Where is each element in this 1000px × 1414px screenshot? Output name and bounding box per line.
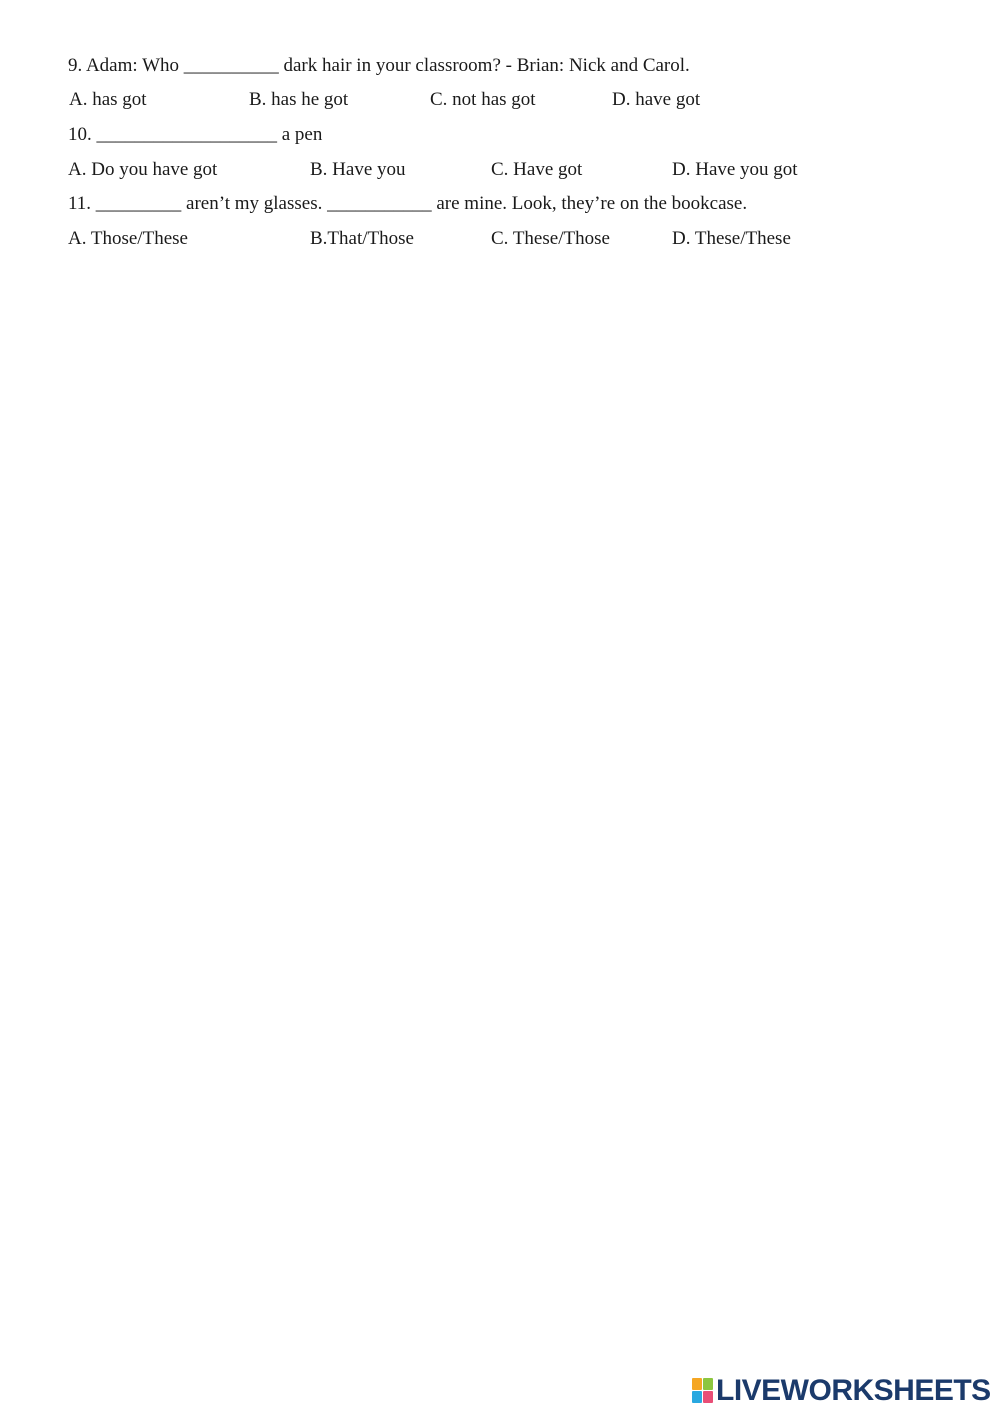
question-11-option-d[interactable]: D. These/These xyxy=(672,228,791,249)
question-9-option-b[interactable]: B. has he got xyxy=(249,89,349,110)
liveworksheets-logo-icon xyxy=(692,1378,714,1404)
liveworksheets-logo xyxy=(692,1376,991,1406)
question-10-text: 10. ___________________ a pen xyxy=(68,124,323,145)
question-11-option-c[interactable]: C. These/Those xyxy=(491,228,610,249)
question-9-option-a[interactable]: A. has got xyxy=(69,89,147,110)
question-11-option-b[interactable]: B.That/Those xyxy=(310,228,414,249)
question-10-option-d[interactable]: D. Have you got xyxy=(672,159,798,180)
logo-text: LIVEWORKSHEETS xyxy=(716,1374,991,1407)
question-10-option-c[interactable]: C. Have got xyxy=(491,159,583,180)
question-9-text: 9. Adam: Who __________ dark hair in your classroom? - Brian: Nick and Carol. xyxy=(68,55,690,76)
question-9-option-c[interactable]: C. not has got xyxy=(430,89,536,110)
question-9-option-d[interactable]: D. have got xyxy=(612,89,701,110)
question-11-option-a[interactable]: A. Those/These xyxy=(68,228,188,249)
question-10-option-b[interactable]: B. Have you xyxy=(310,159,406,180)
question-10-option-a[interactable]: A. Do you have got xyxy=(68,159,218,180)
question-11-text: 11. _________ aren’t my glasses. ___________ are mine. Look, they’re on the bookcase. xyxy=(68,193,748,214)
